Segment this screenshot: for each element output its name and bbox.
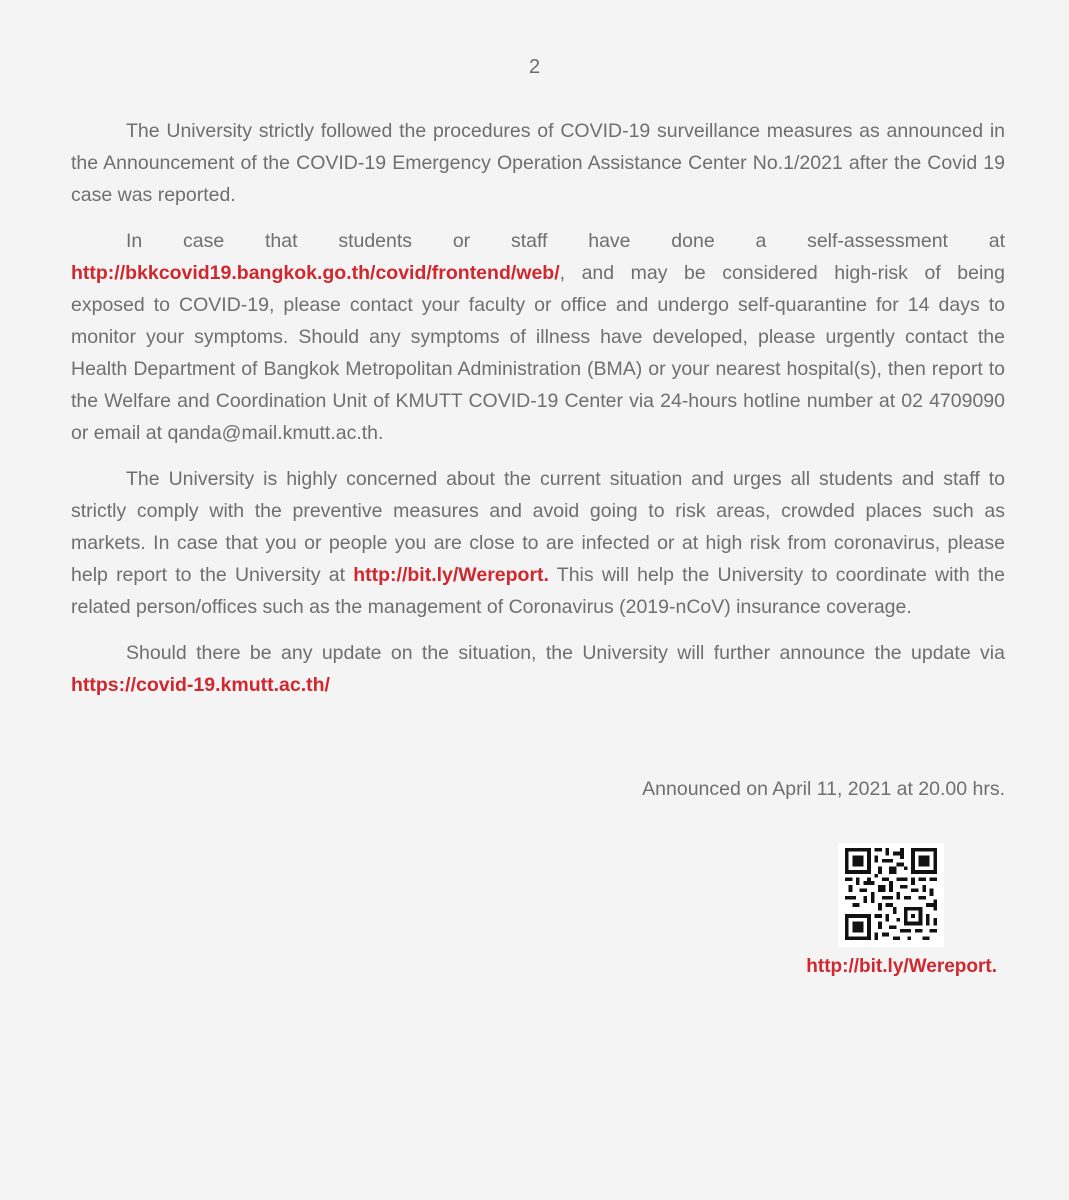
paragraph-updates-lead: Should there be any update on the situation, the University will further announce the update via	[126, 642, 1005, 664]
paragraph-report	[71, 463, 1005, 623]
page-number: 2	[528, 56, 541, 78]
paragraph-report-lead: The University is highly concerned about the current situation and urges all students and staff to strictly comply with the preventive measures and avoid going to risk areas, crowded places such as markets. In case that you or people you are close to are infected or at high risk from coronavirus, please help report to the University at	[71, 468, 1005, 586]
paragraph-updates	[71, 637, 1005, 701]
document-body	[71, 115, 1005, 715]
paragraph-report-rest: This will help the University to coordinate with the related person/offices such as the management of Coronavirus (2019-nCoV) insurance coverage.	[71, 564, 1005, 618]
qr-code-icon[interactable]	[838, 843, 944, 947]
announcement-date: Announced on April 11, 2021 at 20.00 hrs.	[642, 778, 1005, 800]
paragraph-self-assessment-rest: , and may be considered high-risk of being exposed to COVID-19, please contact your faculty or office and undergo self-quarantine for 14 days to monitor your symptoms. Should any symptoms of illness have developed, please urgently contact the Health Department of Bangkok Metropolitan Administration (BMA) or your nearest hospital(s), then report to the Welfare and Coordination Unit of KMUTT COVID-19 Center via 24-hours hotline number at 02 4709090 or email at qanda@mail.kmutt.ac.th.	[71, 262, 1005, 444]
kmutt-covid-link[interactable]: https://covid-19.kmutt.ac.th/	[71, 674, 330, 696]
paragraph-surveillance	[71, 115, 1005, 211]
bkkcovid19-link[interactable]: http://bkkcovid19.bangkok.go.th/covid/frontend/web/	[71, 262, 560, 284]
paragraph-surveillance-text: The University strictly followed the procedures of COVID-19 surveillance measures as announced in the Announcement of the COVID-19 Emergency Operation Assistance Center No.1/2021 after the Covid 19 case was reported.	[71, 120, 1005, 206]
paragraph-self-assessment-lead: In case that students or staff have done a self-assessment at	[126, 230, 1005, 252]
wereport-link[interactable]: http://bit.ly/Wereport.	[353, 564, 549, 586]
paragraph-self-assessment	[71, 225, 1005, 449]
qr-caption-link[interactable]: http://bit.ly/Wereport.	[806, 956, 997, 977]
qr-code-graphic	[845, 848, 937, 940]
